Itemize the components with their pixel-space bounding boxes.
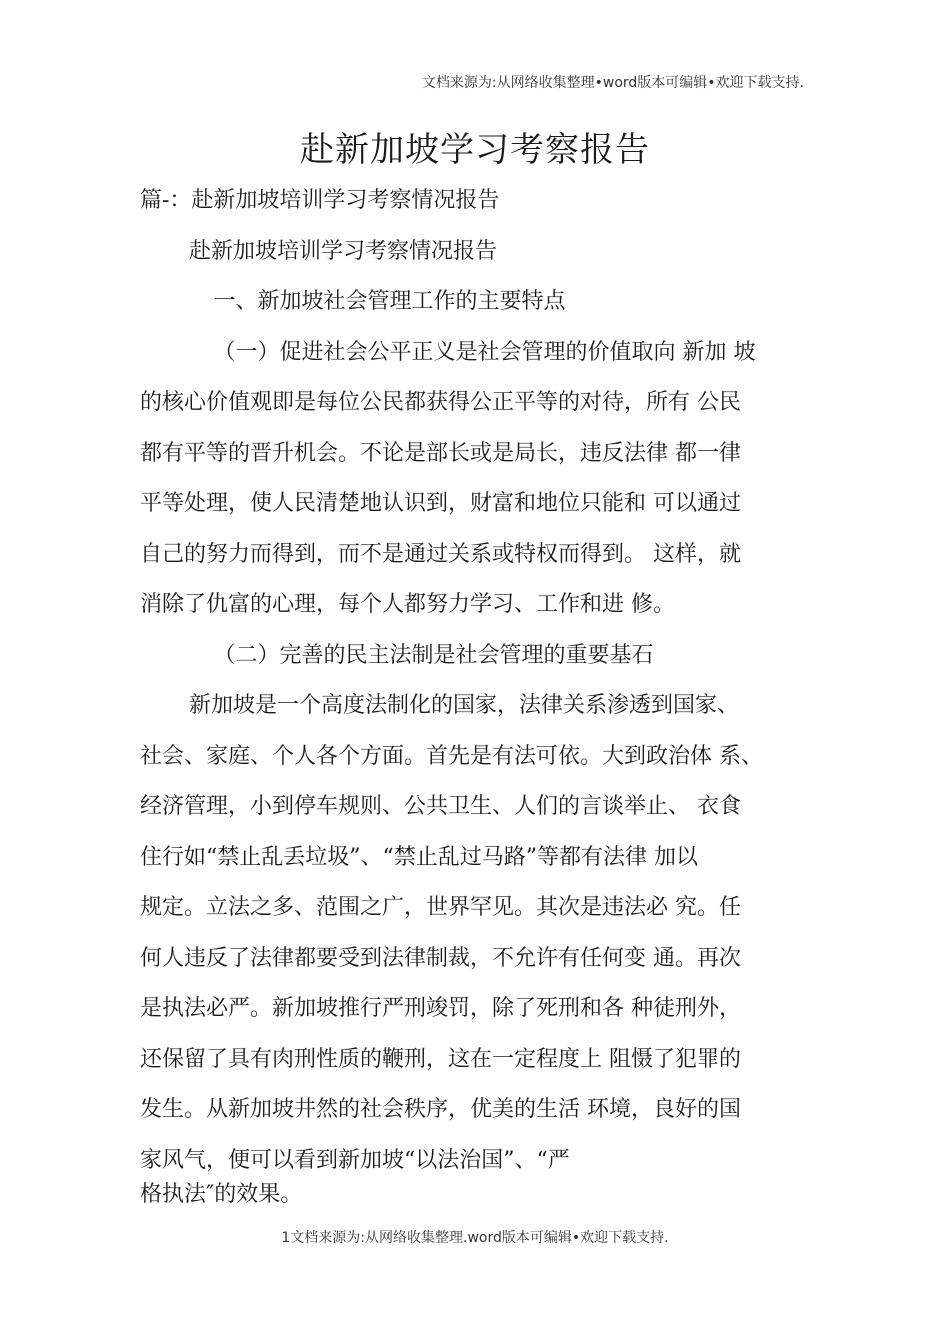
body-line: 家风气，便可以看到新加坡“以法治国”、“严 <box>140 1147 570 1173</box>
body-line: 何人违反了法律都要受到法律制裁，不允许有任何变 通。再次 <box>140 945 741 971</box>
body-line: 社会、家庭、个人各个方面。首先是有法可依。大到政治体 系、 <box>140 743 763 769</box>
body-line: 一、新加坡社会管理工作的主要特点 <box>213 289 566 314</box>
body-line: （二）完善的民主法制是社会管理的重要基石 <box>213 642 654 668</box>
body-line: 是执法必严。新加坡推行严刑竣罚，除了死刑和各 种徒刑外， <box>140 996 741 1021</box>
body-line: 的核心价值观即是每位公民都获得公正平等的对待，所有 公民 <box>140 390 741 415</box>
body-line: 都有平等的晋升机会。不论是部长或是局长，违反法律 都一律 <box>140 440 741 466</box>
body-line: 格执法″的效果。 <box>140 1181 303 1207</box>
body-line: 规定。立法之多、范围之广，世界罕见。其次是违法必 究。任 <box>140 895 741 920</box>
body-line: 平等处理，使人民清楚地认识到，财富和地位只能和 可以通过 <box>140 491 741 516</box>
document-title: 赴新加坡学习考察报告 <box>300 130 650 170</box>
body-line: 还保留了具有肉刑性质的鞭刑，这在一定程度上 阻慑了犯罪的 <box>140 1046 741 1072</box>
body-line: 自己的努力而得到，而不是通过关系或特权而得到。 这样，就 <box>140 541 741 567</box>
document-body <box>140 181 830 1225</box>
body-line: 发生。从新加坡井然的社会秩序，优美的生活 环境，良好的国 <box>140 1097 741 1122</box>
footer-source-note: 文档来源为:从网络收集整理.word版本可编辑•欢迎下载支持. <box>290 1230 669 1246</box>
body-line: 住行如“禁止乱丢垃圾”、“禁止乱过马路”等都有法律 加以 <box>140 844 698 870</box>
footer <box>0 1227 950 1247</box>
body-line: （一）促进社会公平正义是社会管理的价值取向 新加 坡 <box>213 339 756 365</box>
body-line: 消除了仇富的心理，每个人都努力学习、工作和进 修。 <box>140 592 675 617</box>
page-number: 1 <box>281 1230 291 1246</box>
header-source-note: 文档来源为:从网络收集整理•word版本可编辑•欢迎下载支持. <box>421 75 804 91</box>
body-line: 赴新加坡培训学习考察情况报告 <box>189 238 498 264</box>
body-line: 新加坡是一个高度法制化的国家，法律关系渗透到国家、 <box>189 693 740 718</box>
body-line: 经济管理，小到停车规则、公共卫生、人们的言谈举止、 衣食 <box>140 794 741 819</box>
body-line: 篇-：赴新加坡培训学习考察情况报告 <box>140 188 500 213</box>
